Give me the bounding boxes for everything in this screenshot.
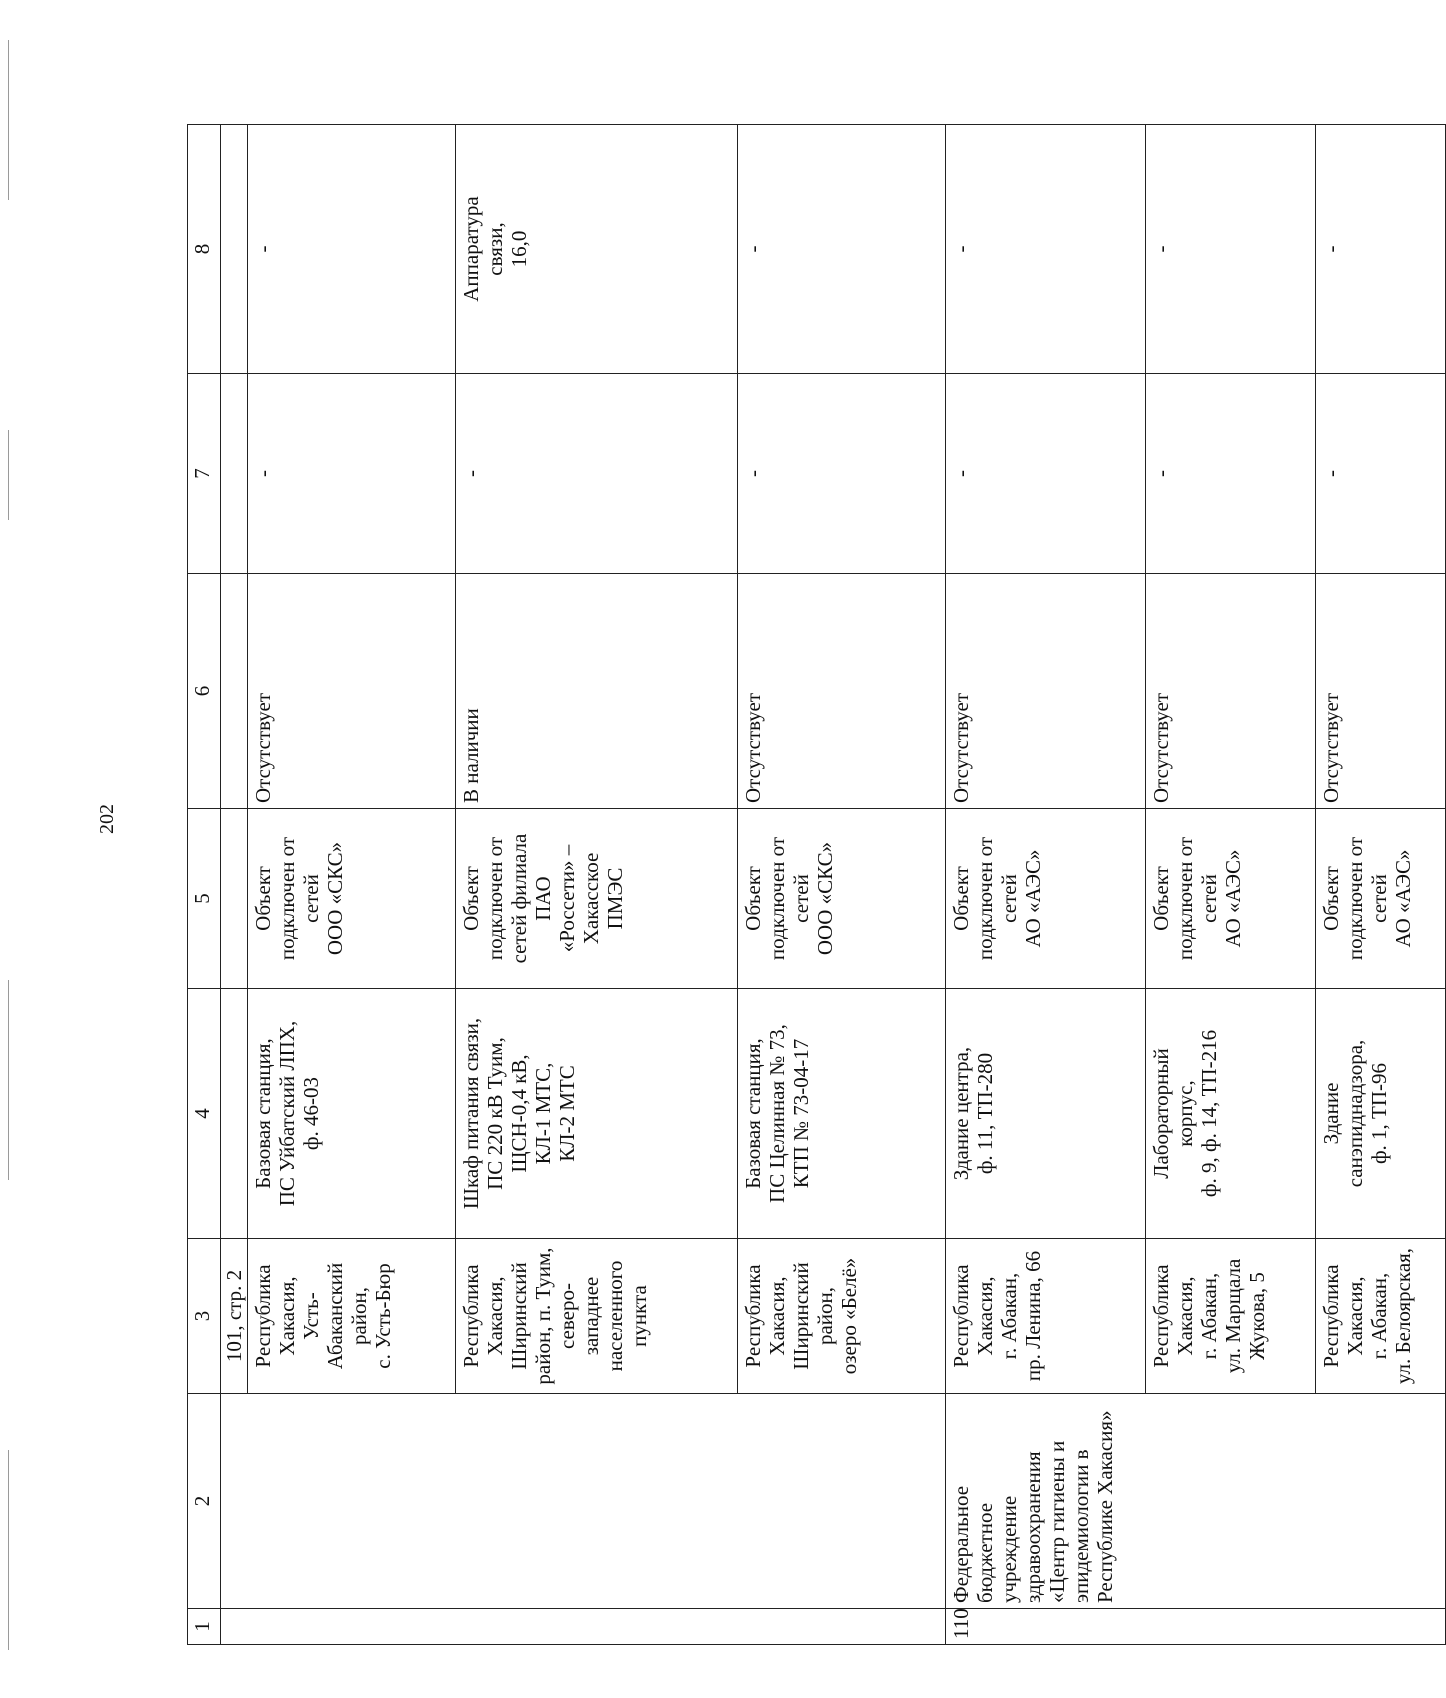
cell-col2: Федеральное бюджетное учреждение здравоохранения «Центр гигиены и эпидемиологии в Республике Хакасия» [946,1394,1146,1609]
header-cell: 6 [188,574,221,809]
header-cell: 1 [188,1609,221,1645]
cell-col3: Республика Хакасия, г. Абакан, пр. Ленина, 66 [946,1239,1146,1394]
cell-col7: - [456,374,738,574]
header-cell: 3 [188,1239,221,1394]
cell-col6: Отсутствует [1146,574,1316,809]
cell-col4: Базовая станция, ПС Целинная № 73, КТП № 73-04-17 [738,989,946,1239]
cell-col6: Отсутствует [248,574,456,809]
scan-edge-line [8,40,9,200]
page-number: 202 [96,804,118,834]
cell-col8: - [1146,125,1316,374]
scan-edge-line [8,1450,9,1650]
header-row [188,125,221,1645]
header-cell: 4 [188,989,221,1239]
cell-col3: Республика Хакасия, г. Абакан, ул. Белоярская, [1316,1239,1446,1394]
data-table [187,124,1446,1645]
cell-col1 [1146,1609,1316,1645]
scan-edge-line [8,430,9,520]
cell-col1: 110 [946,1609,1146,1645]
cell-col2 [738,1394,946,1609]
cell-col7: - [946,374,1146,574]
header-cell: 2 [188,1394,221,1609]
cell-col1 [738,1609,946,1645]
cell-col6: Отсутствует [738,574,946,809]
table-row [946,125,1146,1645]
table-row [1146,125,1316,1645]
cell-col2 [248,1394,456,1609]
cell-col4: Лабораторный корпус, ф. 9, ф. 14, ТП-216 [1146,989,1316,1239]
cell-col4: Здание центра, ф. 11, ТП-280 [946,989,1146,1239]
table-row [248,125,456,1645]
cell-col1 [1316,1609,1446,1645]
cell-col3: Республика Хакасия, г. Абакан, ул. Марщала Жукова, 5 [1146,1239,1316,1394]
cell-col2 [1316,1394,1446,1609]
continuation-cell: 101, стр. 2 [221,1239,248,1394]
cell-col1 [456,1609,738,1645]
cell-col4: Шкаф питания связи, ПС 220 кВ Туим, ЩСН-0,4 кВ, КЛ-1 МТС, КЛ-2 МТС [456,989,738,1239]
cell-col5: Объект подключен от сетей филиала ПАО «Россети» – Хакасское ПМЭС [456,809,738,989]
cell-col1 [248,1609,456,1645]
header-cell: 7 [188,374,221,574]
cell-col8: - [946,125,1146,374]
cell-col8: Аппаратура связи, 16,0 [456,125,738,374]
cell-col7: - [738,374,946,574]
cell-col4: Здание санэпиднадзора, ф. 1, ТП-96 [1316,989,1446,1239]
cell-col7: - [1316,374,1446,574]
table-row [738,125,946,1645]
cell-col6: Отсутствует [946,574,1146,809]
cell-col5: Объект подключен от сетей АО «АЭС» [1316,809,1446,989]
header-cell: 8 [188,125,221,374]
cell-col4: Базовая станция, ПС Уйбатский ЛПХ, ф. 46-03 [248,989,456,1239]
cell-col8: - [248,125,456,374]
cell-col8: - [738,125,946,374]
rotated-table-container [187,125,1415,1645]
table-row [1316,125,1446,1645]
table-row [456,125,738,1645]
cell-col2 [456,1394,738,1609]
cell-col5: Объект подключен от сетей ООО «СКС» [248,809,456,989]
cell-col3: Республика Хакасия, Усть-Абаканский район, с. Усть-Бюр [248,1239,456,1394]
continuation-row [221,125,248,1645]
cell-col6: В наличии [456,574,738,809]
cell-col5: Объект подключен от сетей АО «АЭС» [1146,809,1316,989]
scan-edge-line [8,980,9,1180]
table-body [221,125,1446,1645]
cell-col5: Объект подключен от сетей ООО «СКС» [738,809,946,989]
cell-col3: Республика Хакасия, Ширинский район, п. Туим, северо-западнее населенного пункта [456,1239,738,1394]
cell-col7: - [1146,374,1316,574]
cell-col6: Отсутствует [1316,574,1446,809]
cell-col8: - [1316,125,1446,374]
header-cell: 5 [188,809,221,989]
cell-col7: - [248,374,456,574]
cell-col2 [1146,1394,1316,1609]
cell-col3: Республика Хакасия, Ширинский район, озеро «Белё» [738,1239,946,1394]
cell-col5: Объект подключен от сетей АО «АЭС» [946,809,1146,989]
